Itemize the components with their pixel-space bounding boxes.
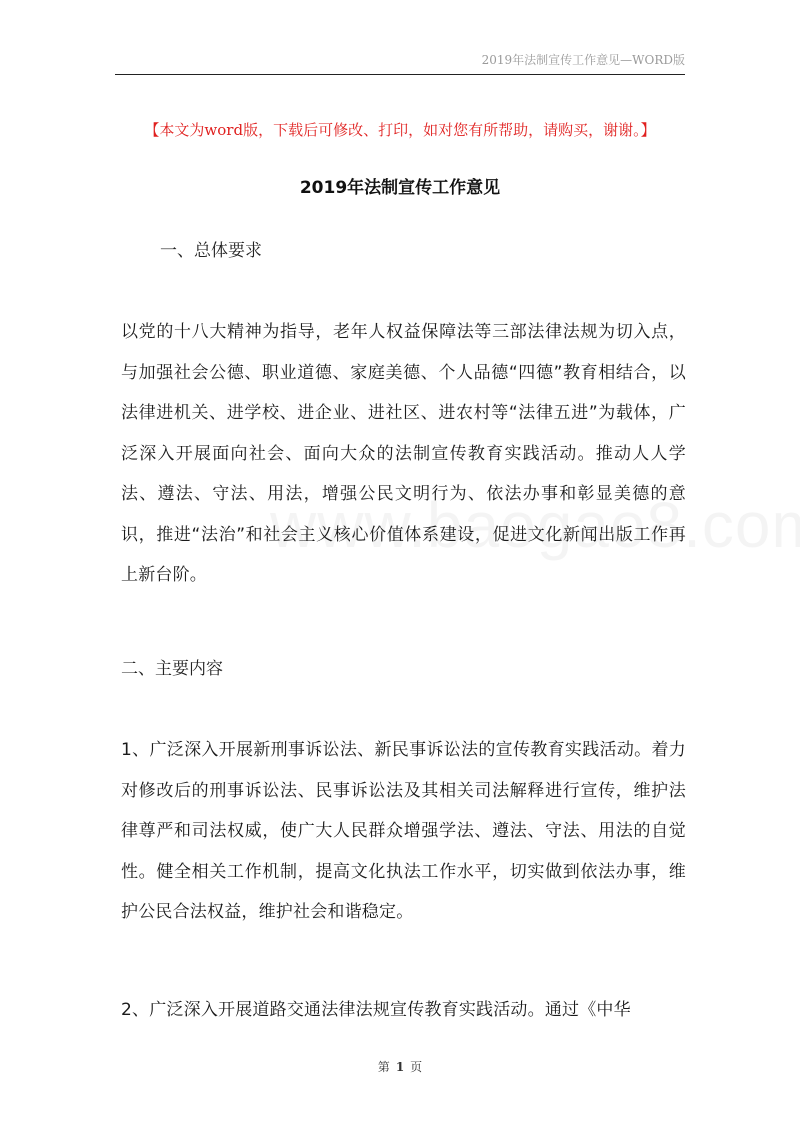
purchase-notice: 【本文为word版，下载后可修改、打印，如对您有所帮助，请购买，谢谢。】 — [144, 121, 656, 139]
page-footer — [0, 1058, 800, 1075]
page-number: 1 — [395, 1060, 405, 1074]
footer-suffix: 页 — [410, 1060, 423, 1074]
footer-prefix: 第 — [377, 1060, 390, 1074]
paragraph-general-requirements: 以党的十八大精神为指导，老年人权益保障法等三部法律法规为切入点，与加强社会公德、职业道德、家庭美德、个人品德“四德”教育相结合，以法律进机关、进学校、进企业、进社区、进农村等“法律五进”为载体，广泛深入开展面向社会、面向大众的法制宣传教育实践活动。推动人人学法、遵法、守法、用法，增强公民文明行为、依法办事和彰显美德的意识，推进“法治”和社会主义核心价值体系建设，促进文化新闻出版工作再上新台阶。 — [121, 322, 686, 585]
header-rule — [115, 74, 685, 75]
document-title: 2019年法制宣传工作意见 — [299, 178, 501, 198]
paragraph-item-1: 1、广泛深入开展新刑事诉讼法、新民事诉讼法的宣传教育实践活动。着力对修改后的刑事诉讼法、民事诉讼法及其相关司法解释进行宣传，维护法律尊严和司法权威，使广大人民群众增强学法、遵法、守法、用法的自觉性。健全相关工作机制，提高文化执法工作水平，切实做到依法办事，维护公民合法权益，维护社会和谐稳定。 — [121, 740, 686, 922]
section-heading-main-content: 二、主要内容 — [121, 659, 223, 679]
section-heading-general-requirements: 一、总体要求 — [160, 241, 262, 261]
running-header: 2019年法制宣传工作意见—WORD版 — [481, 53, 685, 67]
paragraph-item-2: 2、广泛深入开展道路交通法律法规宣传教育实践活动。通过《中华 — [121, 1000, 631, 1020]
